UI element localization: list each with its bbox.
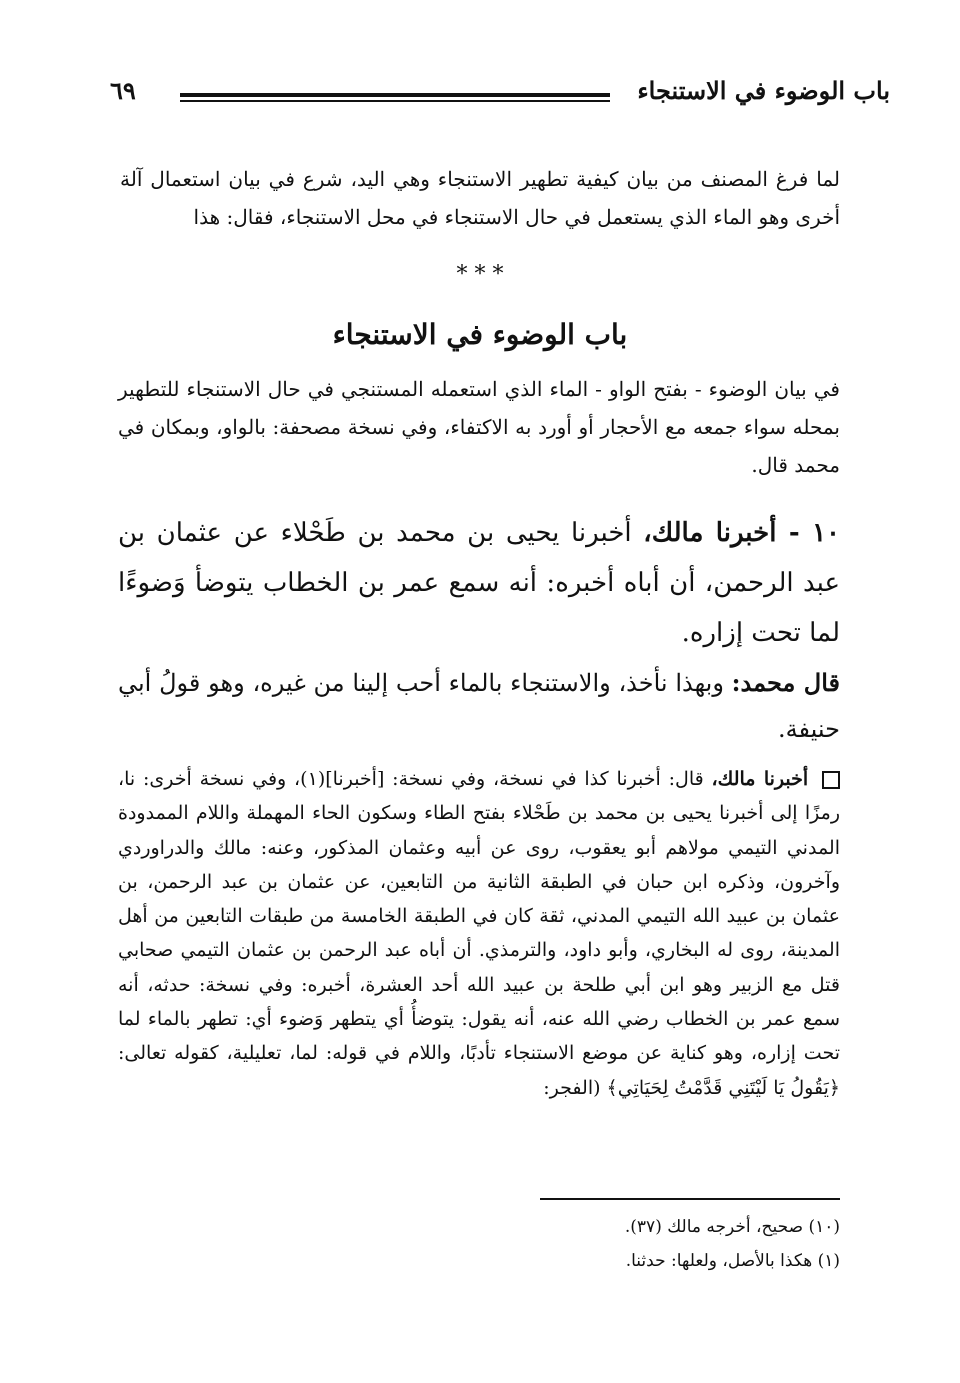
header-rule-thick <box>180 93 610 97</box>
footnote-item: (١٠) صحيح، أخرجه مالك (٣٧). <box>624 1217 840 1237</box>
intro-paragraph: لما فرغ المصنف من بيان كيفية تطهير الاستنجاء وهي اليد، شرع في بيان استعمال آلة أخرى وهو الماء الذي يستعمل في حال الاستنجاء في محل الاستنجاء، فقال: هذا <box>120 167 840 229</box>
page-header <box>110 74 890 114</box>
footnotes <box>118 1210 840 1278</box>
qawl-text: وبهذا نأخذ، والاستنجاء بالماء أحب إلينا من غيره، وهو قولُ أبي حنيفة. <box>118 669 840 743</box>
commentary-text: قال: أخبرنا كذا في نسخة، وفي نسخة: [أخبرنا](١)، وفي نسخة أخرى: نا، رمزًا إلى أخبرنا يحيى بن محمد بن طَحْلاء بفتح الطاء وسكون الحاء المهملة واللام الممدودة المدني التيمي مولاهم أبو يعقوب، روى عن أبيه وعثمان المذكور، وعنه: مالك والدراوردي وآخرون، وذكره ابن حبان في الطبقة الثانية من التابعين، عن عثمان بن عبد الرحمن، بن عثمان بن عبيد الله التيمي المدني، ثقة كان في الطبقة الخامسة من طبقات التابعين من أهل المدينة، روى له البخاري، وأبو داود، والترمذي. أن أباه عبد الرحمن بن عثمان التيمي صحابي قتل مع الزبير وهو ابن أبي طلحة بن عبيد الله أحد العشرة، أخبره: وفي نسخة: حدثه، أنه سمع عمر بن الخطاب رضي الله عنه، أنه يقول: يتوضأُ أي يتطهر وَضوء أي: تطهر بالماء لما تحت إزاره، وهو كناية عن موضع الاستنجاء تأدبًا، واللام في قوله: لما، تعليلية، كقوله تعالى: ﴿يَقُولُ يَا لَيْتَنِي قَدَّمْتُ لِحَيَاتِي﴾ (الفجر: <box>118 768 840 1099</box>
commentary-lead: أخبرنا مالك، <box>711 768 809 790</box>
commentary-paragraph <box>118 762 840 1105</box>
muhammad-statement <box>118 660 840 752</box>
hadith-text: أخبرنا يحيى بن محمد بن طَحْلاء عن عثمان بن عبد الرحمن، أن أباه أخبره: أنه سمع عمر بن الخطاب يتوضأ وَضوءًا لما تحت إزاره. <box>118 518 840 648</box>
chapter-definition: في بيان الوضوء - بفتح الواو - الماء الذي استعمله المستنجي في حال الاستنجاء للتطهير بمحله سواء جمعه مع الأحجار أو أورد به الاكتفاء، وفي نسخة مصحفة: بالواو، وبمكان في محمد قال. <box>118 377 840 477</box>
section-separator: * * * <box>456 262 504 287</box>
footnote-rule <box>540 1198 840 1200</box>
square-marker-icon <box>822 771 840 789</box>
page-number: ٦٩ <box>110 76 136 105</box>
hadith-10 <box>118 508 840 658</box>
qawl-lead: قال محمد: <box>731 668 840 697</box>
hadith-lead: ١٠ - أخبرنا مالك، <box>643 518 841 548</box>
header-rule-thin <box>180 100 610 102</box>
running-title: باب الوضوء في الاستنجاء <box>637 76 890 105</box>
footnote-item: (١) هكذا بالأصل، ولعلها: حدثنا. <box>625 1251 840 1271</box>
chapter-title: باب الوضوء في الاستنجاء <box>332 318 628 351</box>
